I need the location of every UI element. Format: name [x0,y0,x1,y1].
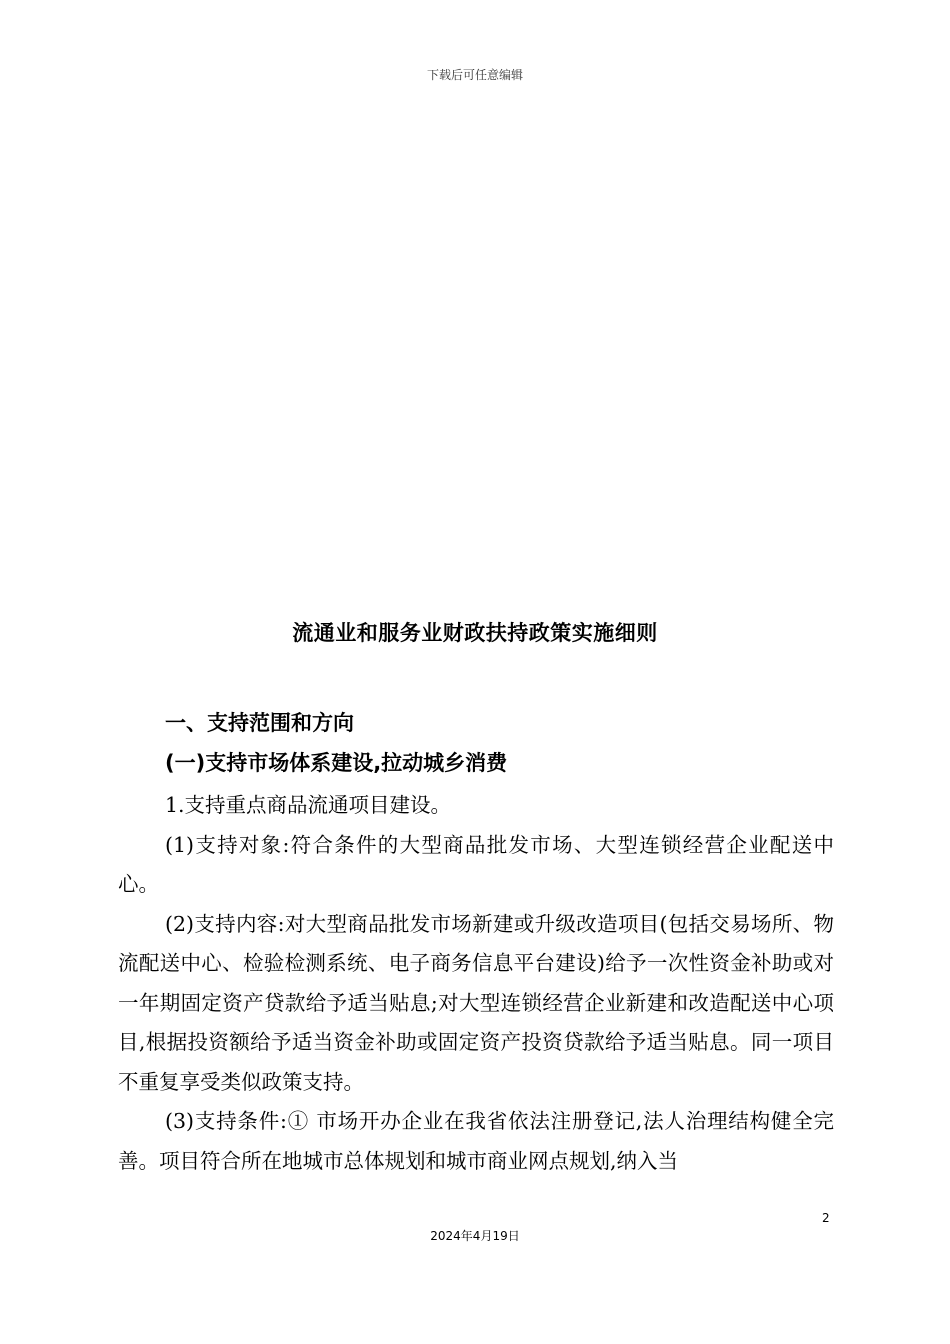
paragraph-support-conditions: (3)支持条件:① 市场开办企业在我省依法注册登记,法人治理结构健全完善。项目符合所在地城市总体规划和城市商业网点规划,纳入当 [118,1109,834,1173]
body-text [118,786,834,1181]
section-heading: 一、支持范围和方向 [165,711,354,735]
subsection-heading: (一)支持市场体系建设,拉动城乡消费 [165,751,508,775]
header-note: 下载后可任意编辑 [426,68,523,82]
paragraph-item-1: 1.支持重点商品流通项目建设。 [165,793,452,817]
page-number: 2 [822,1211,830,1225]
paragraph-support-target: (1)支持对象:符合条件的大型商品批发市场、大型连锁经营企业配送中心。 [118,832,834,896]
document-title: 流通业和服务业财政扶持政策实施细则 [292,621,658,645]
footer-date: 2024年4月19日 [430,1229,520,1243]
paragraph-support-content: (2)支持内容:对大型商品批发市场新建或升级改造项目(包括交易场所、物流配送中心、检验检测系统、电子商务信息平台建设)给予一次性资金补助或对一年期固定资产贷款给予适当贴息;对大型连锁经营企业新建和改造配送中心项目,根据投资额给予适当资金补助或固定资产投资贷款给予适当贴息。同一项目不重复享受类似政策支持。 [118,911,834,1094]
